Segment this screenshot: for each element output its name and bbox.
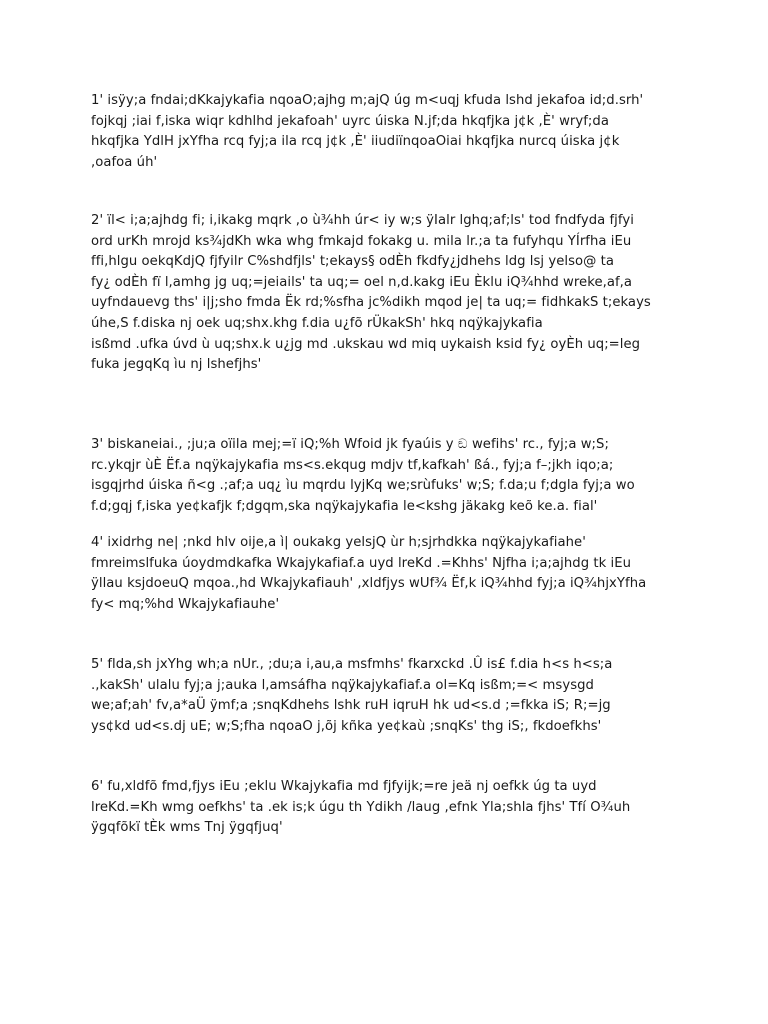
paragraph-4 [91, 533, 691, 615]
paragraph-line: uyfndauevg ths' i|j;sho fmda Ëk rd;%sfha jc%dikh mqod je| ta uq;= fidhkakS t;ekays [91, 295, 651, 311]
paragraph-line: úhe,S f.diska nj oek uq;shx.khg f.dia u¿fõ rÜkakSh' hkq nqÿkajykafia [91, 315, 543, 331]
paragraph-line: .,kakSh' ulalu fyj;a j;auka l,amsáfha nqÿkajykafiaf.a ol=Kq isßm;=< msysgd [91, 677, 594, 693]
paragraph-line: 6' fu,xldfõ fmd,fjys iEu ;eklu Wkajykafia md fjfyijk;=re jeä nj oefkk úg ta uyd [91, 779, 597, 794]
paragraph-line: fuka jegqKq ìu nj lshefjhs' [91, 357, 262, 373]
paragraph-line: 1' isÿy;a fndai;dKkajykafia nqoaO;ajhg m;ajQ úg m<uqj kfuda lshd jekafoa id;d.srh' [91, 93, 644, 108]
paragraph-line: 3' biskaneiai., ;ju;a oïila mej;=ï iQ;%h Wfoid jk fyaúis y ඞ wefihs' rc., fyj;a w;S; [91, 437, 609, 452]
paragraph-line: fy< mq;%hd Wkajykafiauhe' [91, 596, 280, 612]
paragraph-1 [91, 91, 691, 173]
paragraph-line: hkqfjka YdlH jxYfha rcq fyj;a ila rcq j¢k ,È' iiudiïnqoaOiai hkqfjka nurcq úiska j¢k [91, 134, 620, 150]
paragraph-2 [91, 211, 691, 376]
paragraph-line: ffi,hlgu oekqKdjQ fjfyilr C%shdfjls' t;ekays§ odÈh fkdfy¿jdhehs ldg lsj yelso@ ta [91, 254, 614, 270]
paragraph-5 [91, 655, 691, 737]
paragraph-line: 2' ïl< i;a;ajhdg fi; i,ikakg mqrk ,o ù¾hh úr< iy w;s ÿIalr lghq;af;ls' tod fndfyda fjfyi [91, 213, 634, 228]
paragraph-line: we;af;ah' fv,a*aÜ ÿmf;a ;snqKdhehs lshk ruH iqruH hk ud<s.d ;=fkka iS; R;=jg [91, 698, 611, 714]
paragraph-line: isßmd .ufka úvd ù uq;shx.k u¿jg md .ukskau wd miq uykaish ksid fy¿ oyÈh uq;=leg [91, 336, 641, 352]
paragraph-line: f.d;gqj f,iska ye¢kafjk f;dgqm,ska nqÿkajykafia le<kshg jäkakg keõ ke.a. fial' [91, 498, 598, 514]
paragraph-line: fmreimslfuka úoydmdkafka Wkajykafiaf.a uyd lreKd .=Khhs' Njfha i;a;ajhdg tk iEu [91, 555, 632, 571]
paragraph-line: rc.ykqjr ùÈ Ëf.a nqÿkajykafia ms<s.ekqug mdjv tf,kafkah' ßá., fyj;a f–;jkh iqo;a; [91, 457, 614, 473]
paragraph-line: ,oafoa úh' [91, 154, 158, 170]
paragraph-line: lreKd.=Kh wmg oefkhs' ta .ek is;k úgu th Ydikh /laug ,efnk Yla;shla fjhs' Tfí O¾uh [91, 799, 631, 815]
paragraph-3 [91, 435, 691, 517]
paragraph-6 [91, 777, 691, 839]
paragraph-line: isgqjrhd úiska ñ<g .;af;a uq¿ ìu mqrdu lyjKq we;srùfuks' w;S; f.da;u f;dgla fyj;a wo [91, 478, 635, 494]
paragraph-line: fy¿ odÈh fï l,amhg jg uq;=jeiails' ta uq;= oel n,d.kakg iEu Èklu iQ¾hhd wreke,af,a [91, 274, 633, 290]
paragraph-line: ord urKh mrojd ks¾jdKh wka whg fmkajd fokakg u. mila lr.;a ta fufyhqu YÍrfha iEu [91, 233, 632, 249]
paragraph-line: fojkqj ;iai f,iska wiqr kdhlhd jekafoah' uyrc úiska N.jf;da hkqfjka j¢k ,È' wryf;da [91, 113, 609, 129]
paragraph-line: 4' ixidrhg ne| ;nkd hlv oije,a ì| oukakg yelsjQ ùr h;sjrhdkka nqÿkajykafiahe' [91, 535, 586, 550]
paragraph-line: ys¢kd ud<s.dj uE; w;S;fha nqoaO j,õj kñka ye¢kaù ;snqKs' thg iS;, fkdoefkhs' [91, 718, 602, 734]
paragraph-line: 5' flda,sh jxYhg wh;a nUr., ;du;a i,au,a msfmhs' fkarxckd .Û is£ f.dia h<s h<s;a [91, 657, 613, 672]
paragraph-line: ÿgqfõkï tÈk wms Tnj ÿgqfjuq' [91, 820, 283, 836]
paragraph-line: ÿllau ksjdoeuQ mqoa.,hd Wkajykafiauh' ,xldfjys wUf¾ Ëf,k iQ¾hhd fyj;a iQ¾hjxYfha [91, 576, 647, 592]
